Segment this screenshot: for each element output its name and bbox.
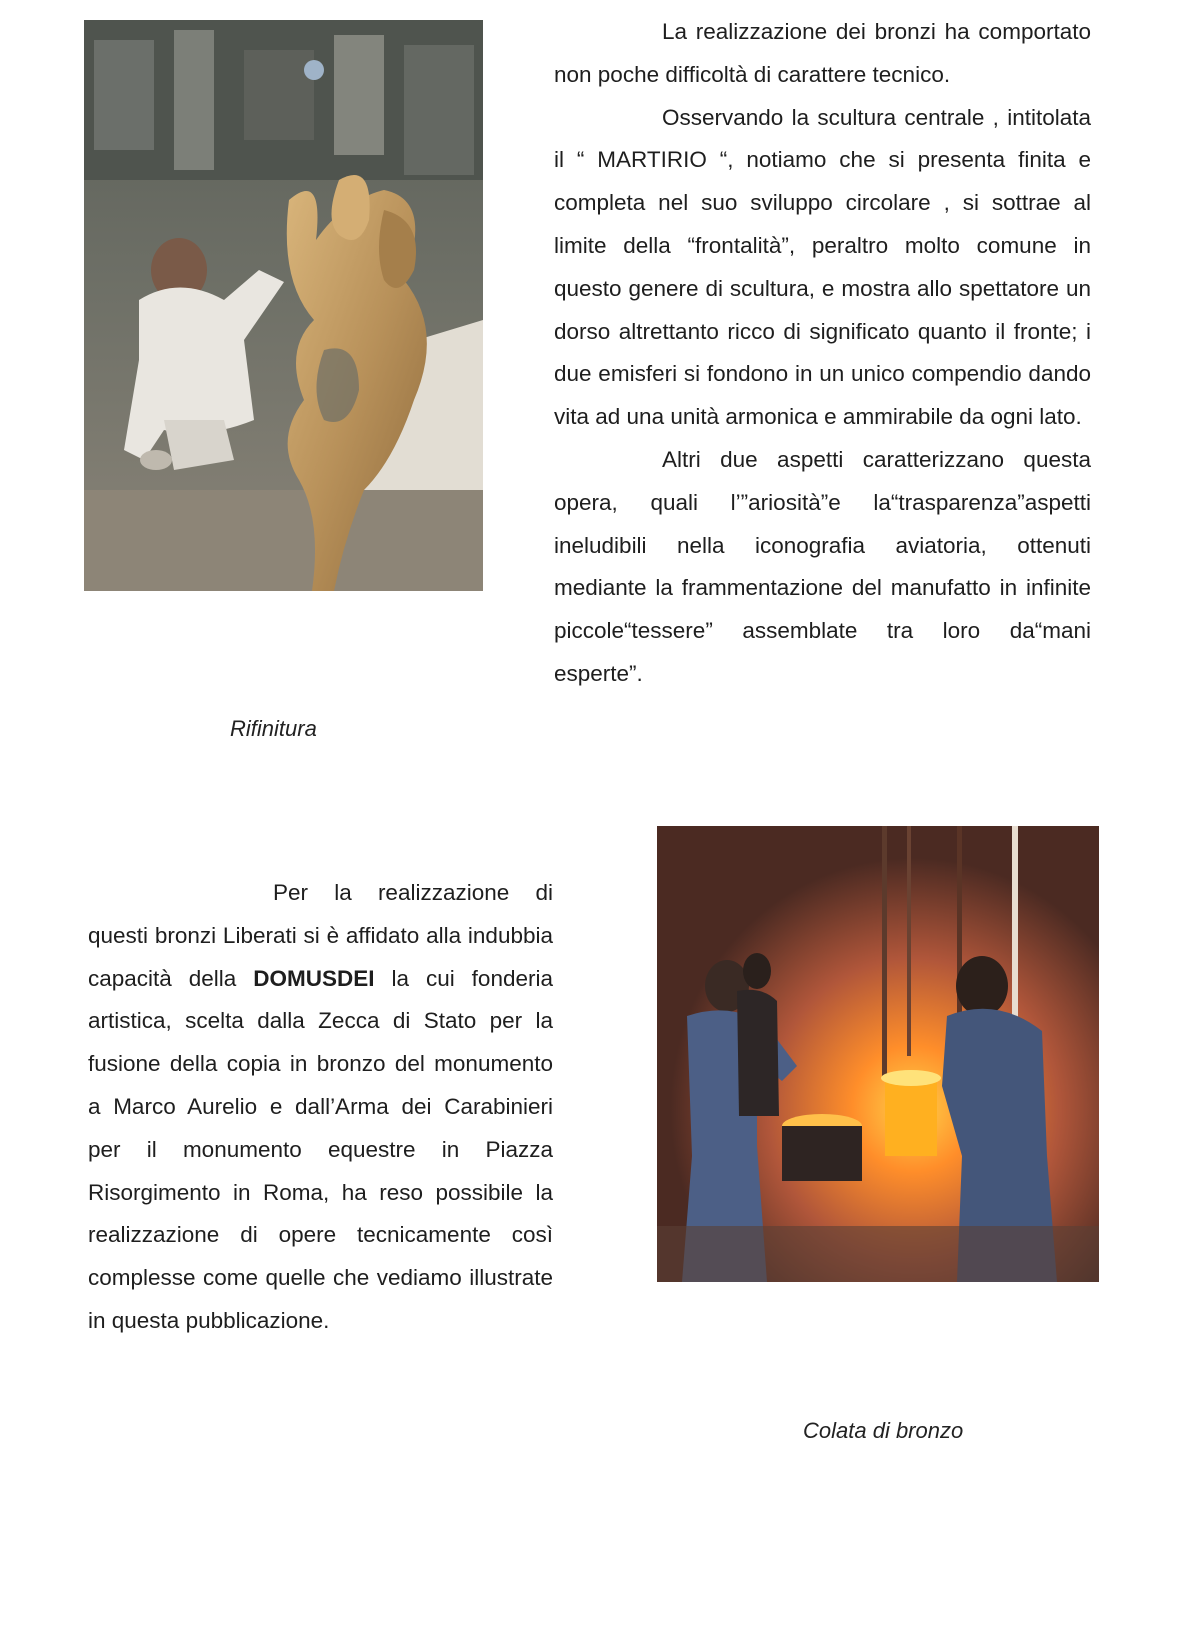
photo-rifinitura bbox=[84, 20, 483, 591]
paragraph-intro: La realizzazione dei bronzi ha comportato non poche difficoltà di carattere tecnico. bbox=[554, 19, 1091, 87]
caption-colata: Colata di bronzo bbox=[803, 1418, 964, 1443]
paragraph-domusdei bbox=[88, 872, 553, 1343]
foundry-pouring-image bbox=[657, 826, 1099, 1282]
domusdei-text-start: Per la realizzazione di questi bronzi Liberati si è affidato alla indubbia capacità della bbox=[88, 880, 553, 991]
paragraph-aspetti: Altri due aspetti caratterizzano questa opera, quali l’”ariosità”e la“trasparenza”aspetti ineludibili nella iconografia aviatoria, ottenuti mediante la frammentazione del manufatto in infinite piccole“tessere” assemblate tra loro da“mani esperte”. bbox=[554, 446, 1091, 686]
text-martirio bbox=[554, 11, 1091, 696]
domusdei-name: DOMUSDEI bbox=[253, 965, 375, 991]
photo-colata bbox=[657, 826, 1099, 1282]
text-domusdei bbox=[88, 872, 553, 1343]
paragraph-martirio: Osservando la scultura centrale , intitolata il “ MARTIRIO “, notiamo che si presenta finita e completa nel suo sviluppo circolare , si sottrae al limite della “frontalità”, peraltro molto comune in questo genere di scultura, e mostra allo spettatore un dorso altrettanto ricco di significato quanto il fronte; i due emisferi si fondono in un unico compendio dando vita ad una unità armonica e ammirabile da ogni lato. bbox=[554, 104, 1091, 430]
caption-rifinitura: Rifinitura bbox=[230, 716, 317, 741]
domusdei-text-end: la cui fonderia artistica, scelta dalla Zecca di Stato per la fusione della copia in bronzo del monumento a Marco Aurelio e dall’Arma dei Carabinieri per il monumento equestre in Piazza Risorgimento in Roma, ha reso possibile la realizzazione di opere tecnicamente così complesse come quelle che vediamo illustrate in questa pubblicazione. bbox=[88, 965, 553, 1333]
workshop-sculptor-image bbox=[84, 20, 483, 591]
